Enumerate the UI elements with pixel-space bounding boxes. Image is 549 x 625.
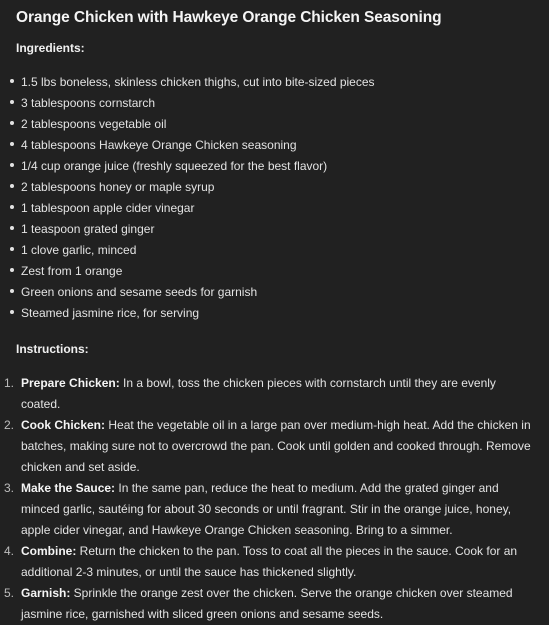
ingredient-item: 2 tablespoons vegetable oil xyxy=(0,114,549,135)
step-text: Return the chicken to the pan. Toss to coat all the pieces in the sauce. Cook for an additional 2-3 minutes, or until the sauce has thickened slightly. xyxy=(21,544,518,579)
ingredients-list xyxy=(0,72,549,324)
ingredient-item: Green onions and sesame seeds for garnish xyxy=(0,282,549,303)
step-text: Sprinkle the orange zest over the chicken. Serve the orange chicken over steamed jasmine rice, garnished with sliced green onions and sesame seeds. xyxy=(21,586,513,621)
step-text: In the same pan, reduce the heat to medium. Add the grated ginger and minced garlic, sautéing for about 30 seconds or until fragrant. Stir in the orange juice, honey, apple cider vinegar, and Hawkeye Orange Chicken seasoning. Bring to a simmer. xyxy=(21,481,512,537)
ingredient-item: 3 tablespoons cornstarch xyxy=(0,93,549,114)
step-text: In a bowl, toss the chicken pieces with cornstarch until they are evenly coated. xyxy=(21,376,496,411)
ingredient-item: 1/4 cup orange juice (freshly squeezed for the best flavor) xyxy=(0,156,549,177)
step-number: 2. xyxy=(4,418,15,432)
ingredient-item: 1 teaspoon grated ginger xyxy=(0,219,549,240)
instruction-step xyxy=(0,478,549,541)
step-text: Heat the vegetable oil in a large pan over medium-high heat. Add the chicken in batches, making sure not to overcrowd the pan. Cook until golden and cooked through. Remove chicken and set aside. xyxy=(21,418,531,474)
ingredient-item: Zest from 1 orange xyxy=(0,261,549,282)
step-title: Combine: xyxy=(21,544,77,558)
step-title: Make the Sauce: xyxy=(21,481,116,495)
step-number: 1. xyxy=(4,376,15,390)
instruction-step xyxy=(0,415,549,478)
step-number: 3. xyxy=(4,481,15,495)
instruction-step xyxy=(0,541,549,583)
instructions-heading: Instructions: xyxy=(16,342,89,356)
instruction-step xyxy=(0,583,549,625)
recipe-title: Orange Chicken with Hawkeye Orange Chicken Seasoning xyxy=(16,9,442,26)
step-title: Prepare Chicken: xyxy=(21,376,120,390)
ingredient-item: 1.5 lbs boneless, skinless chicken thighs, cut into bite-sized pieces xyxy=(0,72,549,93)
step-title: Cook Chicken: xyxy=(21,418,106,432)
ingredient-item: Steamed jasmine rice, for serving xyxy=(0,303,549,324)
step-number: 4. xyxy=(4,544,15,558)
instructions-list xyxy=(0,373,549,625)
instruction-step xyxy=(0,373,549,415)
step-number: 5. xyxy=(4,586,15,600)
ingredient-item: 1 clove garlic, minced xyxy=(0,240,549,261)
step-title: Garnish: xyxy=(21,586,71,600)
ingredient-item: 1 tablespoon apple cider vinegar xyxy=(0,198,549,219)
ingredient-item: 2 tablespoons honey or maple syrup xyxy=(0,177,549,198)
ingredient-item: 4 tablespoons Hawkeye Orange Chicken seasoning xyxy=(0,135,549,156)
ingredients-heading: Ingredients: xyxy=(16,41,85,55)
